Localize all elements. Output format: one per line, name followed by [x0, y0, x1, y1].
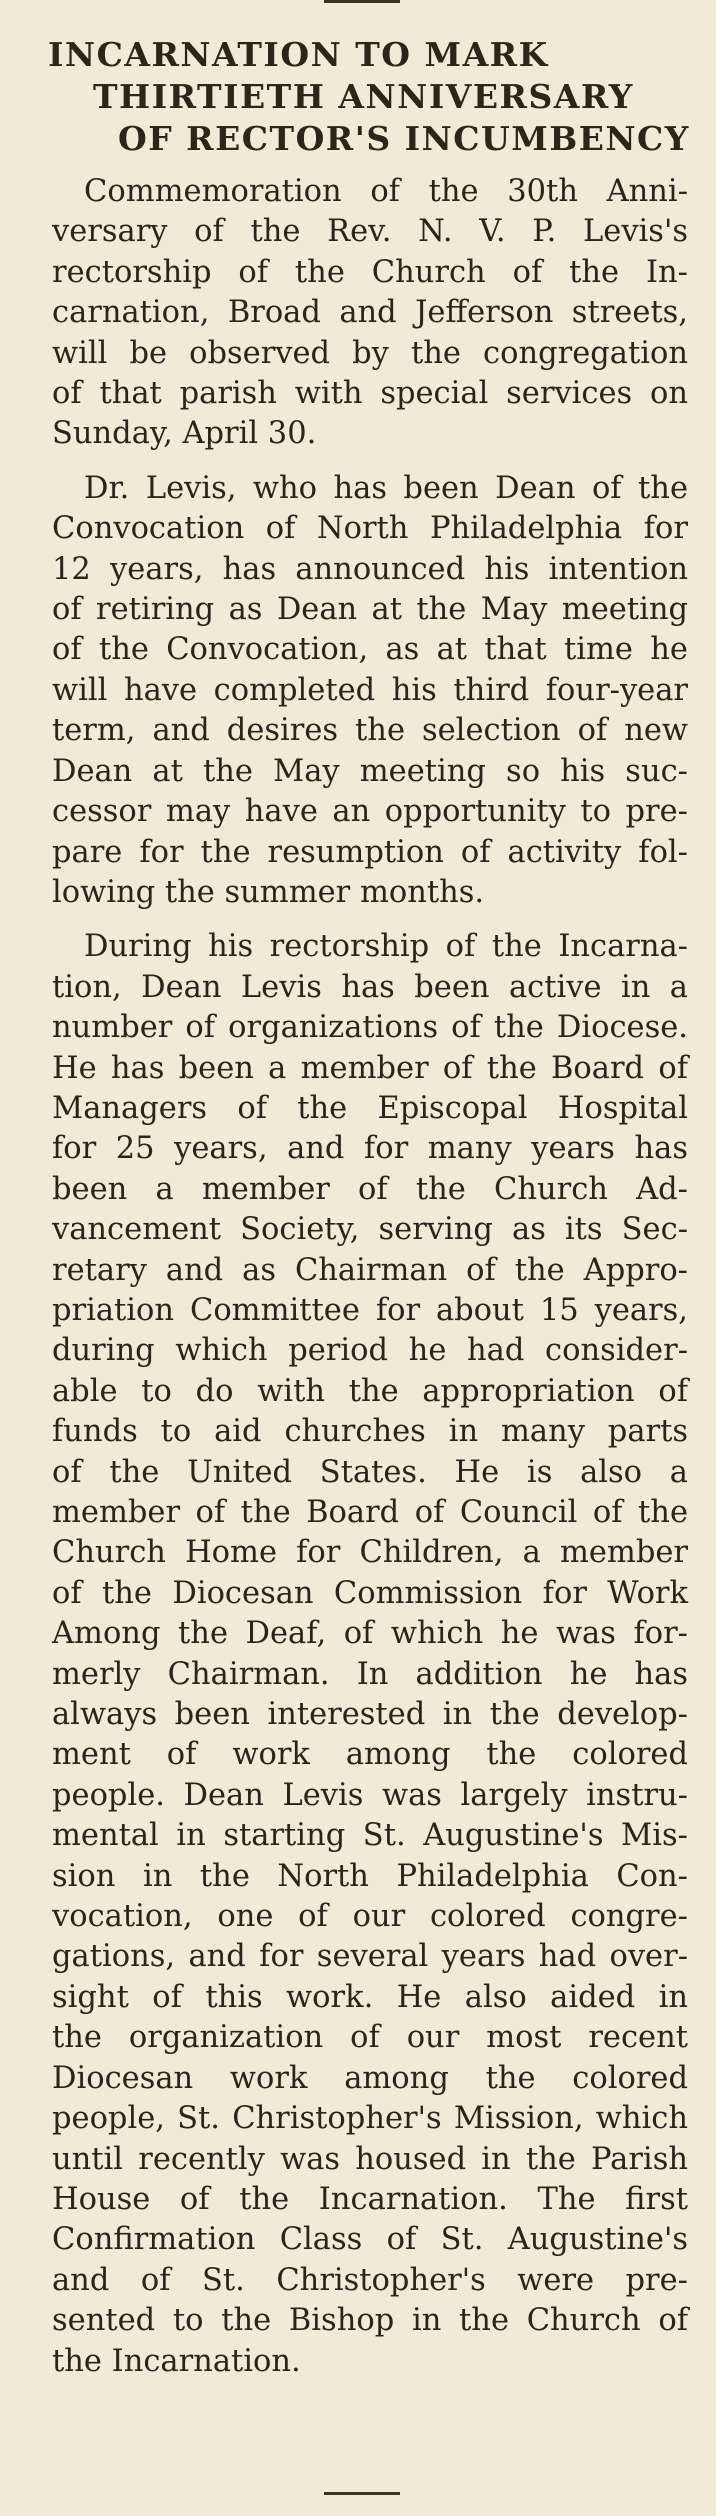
text-line: of that parish with special services on [52, 376, 688, 412]
text-line: Dean at the May meeting so his suc- [52, 753, 688, 789]
text-line: the organization of our most recent [52, 2020, 688, 2056]
text-line: Convocation of North Philadelphia for [52, 511, 688, 547]
text-line: Managers of the Episcopal Hospital [52, 1090, 688, 1126]
text-line: of the United States. He is also a [52, 1454, 688, 1490]
text-line: Confirmation Class of St. Augustine's [52, 2222, 688, 2258]
text-line: of retiring as Dean at the May meeting [52, 592, 688, 628]
article-paragraph [52, 927, 688, 2382]
text-line: vancement Society, serving as its Sec- [52, 1212, 688, 1248]
headline-line: INCARNATION TO MARK [48, 35, 549, 74]
text-line: people, St. Christopher's Mission, which [52, 2101, 688, 2137]
article-body [52, 172, 688, 2396]
headline-line: THIRTIETH ANNIVERSARY [93, 77, 634, 116]
text-line: the Incarnation. [52, 2343, 301, 2379]
text-line: will have completed his third four-year [52, 672, 688, 708]
text-line: retary and as Chairman of the Appro- [52, 1252, 688, 1288]
text-line: Diocesan work among the colored [52, 2060, 688, 2096]
text-line: vocation, one of our colored congre- [52, 1899, 688, 1935]
text-line: sented to the Bishop in the Church of [52, 2303, 688, 2339]
text-line: versary of the Rev. N. V. P. Levis's [52, 214, 688, 250]
text-line: He has been a member of the Board of [52, 1050, 688, 1086]
article-paragraph [52, 469, 688, 913]
text-line: carnation, Broad and Jefferson streets, [52, 295, 688, 331]
text-line: pare for the resumption of activity fol- [52, 834, 688, 870]
text-line: and of St. Christopher's were pre- [52, 2262, 688, 2298]
text-line: of the Diocesan Commission for Work [52, 1575, 688, 1611]
text-line: House of the Incarnation. The first [52, 2181, 688, 2217]
text-line: gations, and for several years had over- [52, 1939, 688, 1975]
text-line: lowing the summer months. [52, 874, 485, 910]
headline-line: OF RECTOR'S INCUMBENCY [118, 119, 690, 158]
text-line: funds to aid churches in many parts [52, 1414, 688, 1450]
text-line: 12 years, has announced his intention [52, 551, 688, 587]
text-line: until recently was housed in the Parish [52, 2141, 688, 2177]
text-line: priation Committee for about 15 years, [52, 1292, 688, 1328]
text-line: cessor may have an opportunity to pre- [52, 794, 688, 830]
text-line: term, and desires the selection of new [52, 713, 688, 749]
text-line: rectorship of the Church of the In- [52, 254, 688, 290]
text-line: Among the Deaf, of which he was for- [52, 1616, 688, 1652]
text-line: mental in starting St. Augustine's Mis- [52, 1818, 688, 1854]
text-line: merly Chairman. In addition he has [52, 1656, 688, 1692]
text-line: During his rectorship of the Incarna- [84, 929, 688, 965]
text-line: for 25 years, and for many years has [52, 1131, 688, 1167]
text-line: Sunday, April 30. [52, 416, 317, 452]
text-line: sion in the North Philadelphia Con- [52, 1858, 688, 1894]
text-line: Dr. Levis, who has been Dean of the [84, 470, 688, 506]
headline [48, 34, 688, 160]
text-line: member of the Board of Council of the [52, 1495, 688, 1530]
text-line: able to do with the appropriation of [52, 1373, 688, 1409]
text-line: Commemoration of the 30th Anni- [84, 174, 688, 209]
bottom-divider-rule [324, 2492, 400, 2495]
article-paragraph [52, 172, 688, 455]
text-line: during which period he had consider- [52, 1333, 688, 1369]
text-line: of the Convocation, as at that time he [52, 632, 688, 668]
text-line: number of organizations of the Diocese. [52, 1010, 688, 1046]
text-line: tion, Dean Levis has been active in a [52, 969, 688, 1005]
text-line: sight of this work. He also aided in [52, 1979, 688, 2015]
text-line: ment of work among the colored [52, 1737, 688, 1773]
text-line: always been interested in the develop- [52, 1697, 688, 1733]
text-line: been a member of the Church Ad- [52, 1171, 688, 1207]
text-line: will be observed by the congregation [52, 335, 688, 371]
top-divider-rule [324, 0, 400, 3]
text-line: people. Dean Levis was largely instru- [52, 1777, 688, 1813]
text-line: Church Home for Children, a member [52, 1535, 688, 1571]
